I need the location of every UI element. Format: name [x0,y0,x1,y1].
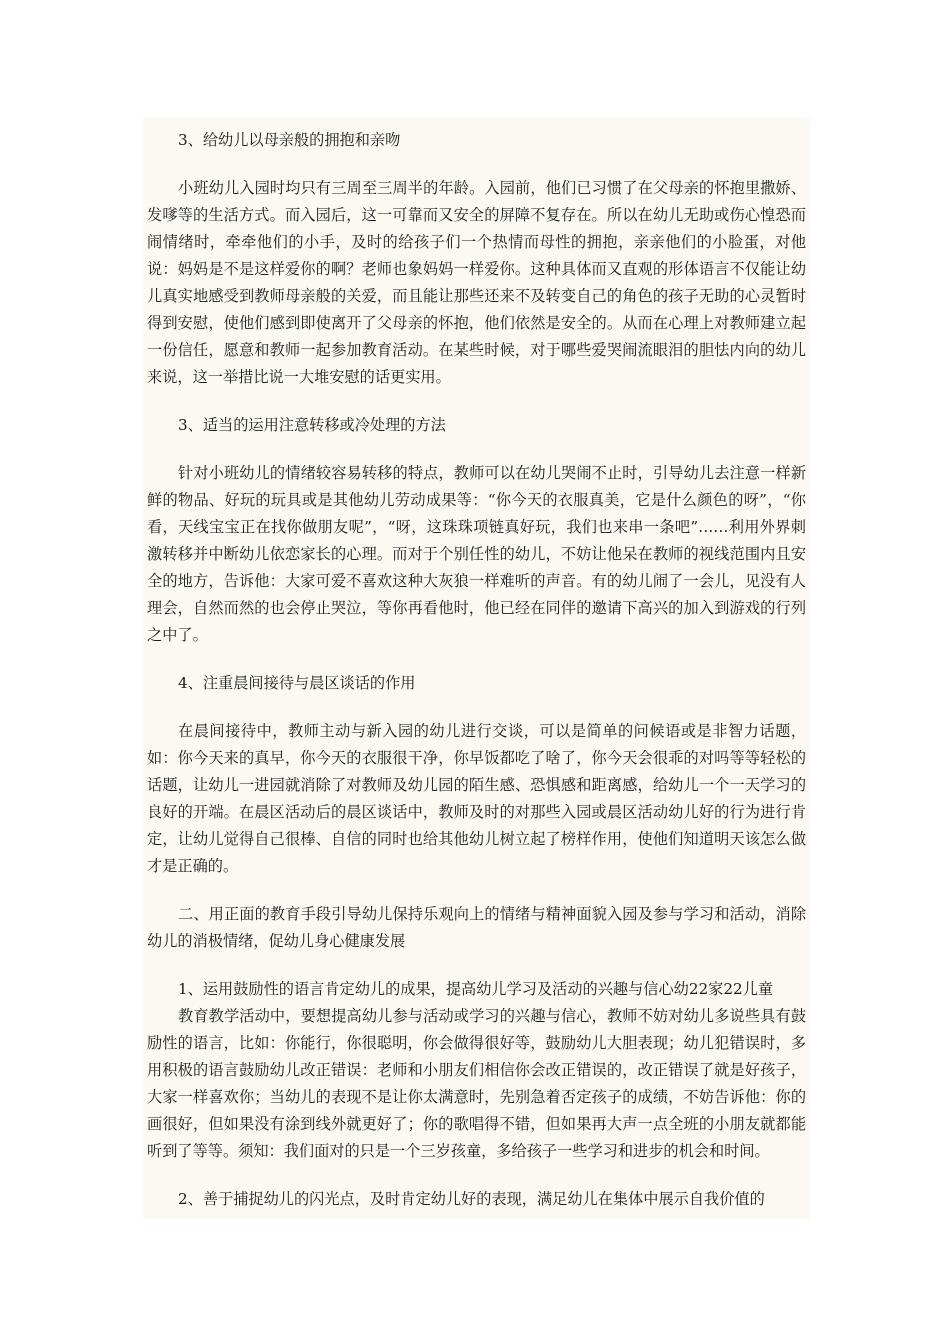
section-heading-encouragement: 1、运用鼓励性的语言肯定幼儿的成果，提高幼儿学习及活动的兴趣与信心幼22家22儿童 [178,980,774,998]
section-heading-positive-education: 二、用正面的教育手段引导幼儿保持乐观向上的情绪与精神面貌入园及参与学习和活动，消除幼儿的消极情绪，促幼儿身心健康发展 [147,905,806,950]
paragraph-hug: 小班幼儿入园时均只有三周至三周半的年龄。入园前，他们已习惯了在父母亲的怀抱里撒娇、发嗲等的生活方式。而入园后，这一可靠而又安全的屏障不复存在。所以在幼儿无助或伤心惶恐而闹情绪时，牵牵他们的小手，及时的给孩子们一个热情而母性的拥抱，亲亲他们的小脸蛋，对他说：妈妈是不是这样爱你的啊？老师也象妈妈一样爱你。这种具体而又直观的形体语言不仅能让幼儿真实地感受到教师母亲般的关爱，而且能让那些还来不及转变自己的角色的孩子无助的心灵暂时得到安慰，使他们感到即使离开了父母亲的怀抱，他们依然是安全的。从而在心理上对教师建立起一份信任，愿意和教师一起参加教育活动。在某些时候，对于哪些爱哭闹流眼泪的胆怯内向的幼儿来说，这一举措比说一大堆安慰的话更实用。 [147,179,806,386]
section-heading-highlights: 2、善于捕捉幼儿的闪光点，及时肯定幼儿好的表现，满足幼儿在集体中展示自我价值的 [178,1190,765,1208]
section-heading-morning-talk: 4、注重晨间接待与晨区谈话的作用 [178,674,416,692]
paragraph-morning-talk: 在晨间接待中，教师主动与新入园的幼儿进行交谈，可以是简单的问候语或是非智力话题，如：你今天来的真早，你今天的衣服很干净，你早饭都吃了啥了，你今天会很乖的对吗等等轻松的话题，让幼儿一进园就消除了对教师及幼儿园的陌生感、恐惧感和距离感，给幼儿一个一天学习的良好的开端。在晨区活动后的晨区谈话中，教师及时的对那些入园或晨区活动幼儿好的行为进行肯定，让幼儿觉得自己很棒、自信的同时也给其他幼儿树立起了榜样作用，使他们知道明天该怎么做才是正确的。 [147,722,806,875]
document-text-panel [143,117,810,1219]
paragraph-encouragement: 教育教学活动中，要想提高幼儿参与活动或学习的兴趣与信心，教师不妨对幼儿多说些具有鼓励性的语言，比如：你能行，你很聪明，你会做得很好等，鼓励幼儿大胆表现；幼儿犯错误时，多用积极的语言鼓励幼儿改正错误：老师和小朋友们相信你会改正错误的，改正错误了就是好孩子，大家一样喜欢你；当幼儿的表现不是让你太满意时，先别急着否定孩子的成绩，不妨告诉他：你的画很好，但如果没有涂到线外就更好了；你的歌唱得不错，但如果再大声一点全班的小朋友就都能听到了等等。须知：我们面对的只是一个三岁孩童，多给孩子一些学习和进步的机会和时间。 [147,1007,806,1160]
section-heading-distraction: 3、适当的运用注意转移或冷处理的方法 [178,416,446,434]
section-heading-hug: 3、给幼儿以母亲般的拥抱和亲吻 [178,131,401,149]
paragraph-distraction: 针对小班幼儿的情绪较容易转移的特点，教师可以在幼儿哭闹不止时，引导幼儿去注意一样新鲜的物品、好玩的玩具或是其他幼儿劳动成果等：“你今天的衣服真美，它是什么颜色的呀”，“你看，天线宝宝正在找你做朋友呢”，“呀，这珠珠项链真好玩，我们也来串一条吧”……利用外界刺激转移并中断幼儿依恋家长的心理。而对于个别任性的幼儿，不妨让他呆在教师的视线范围内且安全的地方，告诉他：大家可爱不喜欢这种大灰狼一样难听的声音。有的幼儿闹了一会儿，见没有人理会，自然而然的也会停止哭泣，等你再看他时，他已经在同伴的邀请下高兴的加入到游戏的行列之中了。 [147,464,806,644]
